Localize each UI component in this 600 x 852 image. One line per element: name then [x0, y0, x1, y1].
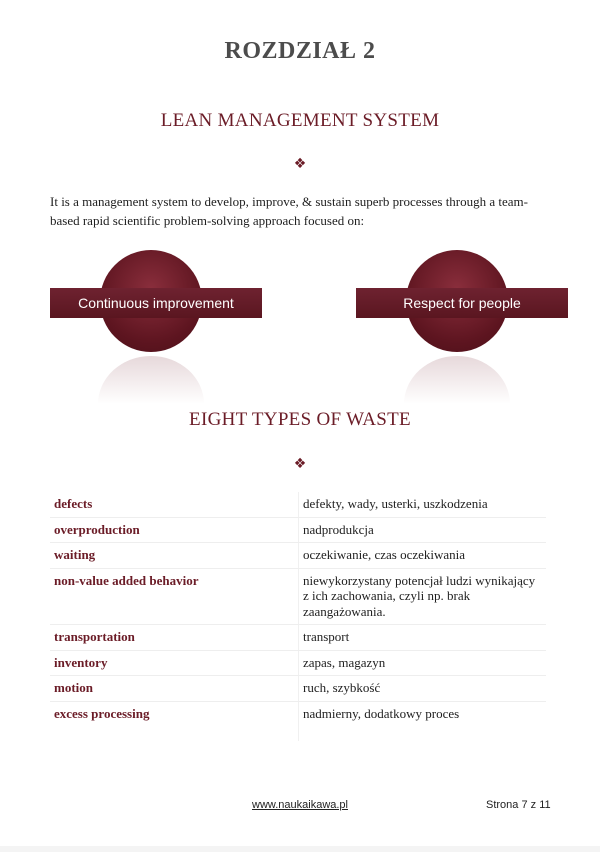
table-row [50, 701, 546, 741]
intro-paragraph: It is a management system to develop, improve, & sustain superb processes through a team-based rapid scientific problem-solving approach focused on: [50, 194, 528, 228]
table-row [50, 625, 546, 651]
focus-label: Continuous improvement [50, 288, 262, 318]
waste-term: transportation [50, 625, 299, 651]
table-row [50, 676, 546, 702]
ornament-icon: ❖ [293, 456, 307, 472]
waste-term: inventory [50, 650, 299, 676]
table-row [50, 543, 546, 569]
waste-term: overproduction [50, 517, 299, 543]
waste-translation: oczekiwanie, czas oczekiwania [299, 543, 547, 569]
section-heading-lean: LEAN MANAGEMENT SYSTEM [160, 110, 440, 131]
focus-graphic-continuous-improvement [50, 248, 262, 398]
waste-translation: nadmierny, dodatkowy proces [303, 705, 460, 721]
footer-website-link[interactable]: www.naukaikawa.pl [252, 799, 348, 811]
circle-reflection [404, 356, 510, 404]
waste-translation: niewykorzystany potencjał ludzi wynikający z ich zachowania, czyli np. brak zaangażowania. [299, 568, 547, 625]
waste-table [50, 492, 546, 741]
focus-label: Respect for people [356, 288, 568, 318]
waste-translation: zapas, magazyn [299, 650, 547, 676]
waste-term: excess processing [50, 701, 299, 741]
ornament-icon: ❖ [293, 156, 307, 172]
waste-translation: transport [299, 625, 547, 651]
waste-term: waiting [50, 543, 299, 569]
waste-term: motion [50, 676, 299, 702]
footer-page-number: Strona 7 z 11 [486, 799, 551, 811]
table-row [50, 568, 546, 625]
waste-translation: ruch, szybkość [299, 676, 547, 702]
chapter-title: ROZDZIAŁ 2 [224, 38, 376, 64]
waste-translation: defekty, wady, usterki, uszkodzenia [299, 492, 547, 517]
section-heading-waste: EIGHT TYPES OF WASTE [189, 409, 411, 430]
table-row [50, 492, 546, 517]
waste-term: non-value added behavior [50, 568, 299, 625]
table-row [50, 650, 546, 676]
circle-reflection [98, 356, 204, 404]
table-row [50, 517, 546, 543]
waste-translation: nadprodukcja [299, 517, 547, 543]
focus-graphic-respect-for-people [356, 248, 568, 398]
waste-term: defects [50, 492, 299, 517]
